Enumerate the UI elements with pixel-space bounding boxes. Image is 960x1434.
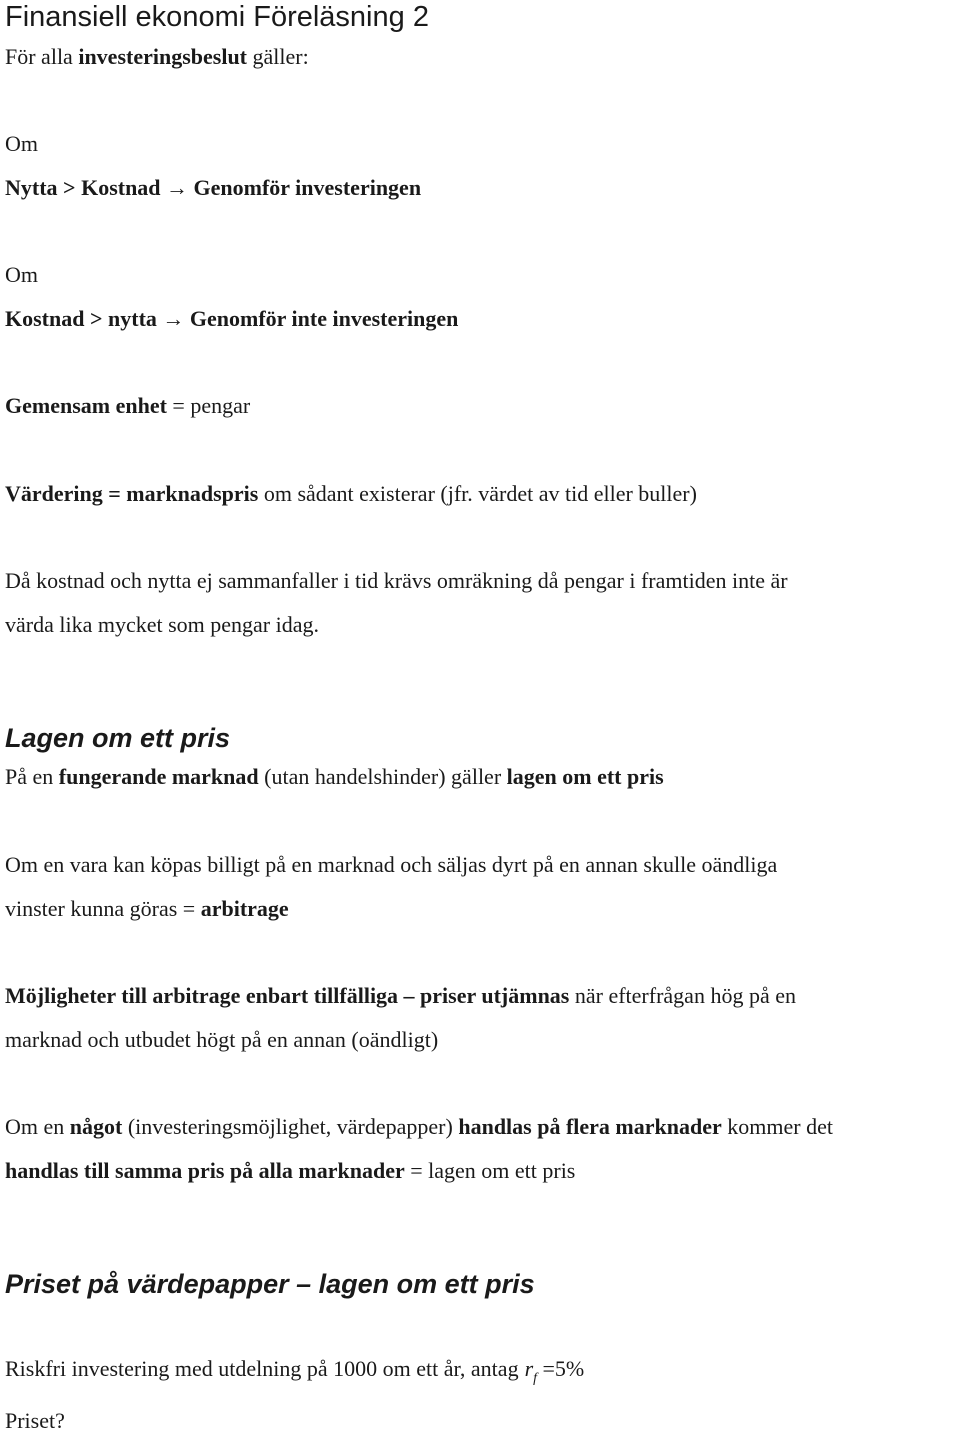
rule2-line: Kostnad > nytta → Genomför inte investeringen [5,306,459,331]
rule2-om: Om [5,262,38,287]
rule1-om: Om [5,131,38,156]
section-heading-priset: Priset på värdepapper – lagen om ett pris [5,1269,535,1299]
gemensam-enhet-line: Gemensam enhet = pengar [5,393,251,418]
arrow-icon: → [160,175,194,200]
lagen-p4-line2: handlas till samma pris på alla marknader = lagen om ett pris [5,1158,576,1183]
lagen-p2-line2: vinster kunna göras = arbitrage [5,896,289,921]
intro-line: För alla investeringsbeslut gäller: [5,44,309,69]
rule1-line: Nytta > Kostnad → Genomför investeringen [5,175,422,200]
priset-question: Priset? [5,1408,65,1433]
lagen-p1: På en fungerande marknad (utan handelshinder) gäller lagen om ett pris [5,764,664,789]
da-kostnad-line1: Då kostnad och nytta ej sammanfaller i tid krävs omräkning då pengar i framtiden inte är [5,568,788,593]
arrow-icon: → [156,306,190,331]
lagen-p4-line1: Om en något (investeringsmöjlighet, värdepapper) handlas på flera marknader kommer det [5,1114,833,1139]
section-heading-lagen: Lagen om ett pris [5,723,231,753]
page-title: Finansiell ekonomi Föreläsning 2 [5,1,429,33]
da-kostnad-line2: värda lika mycket som pengar idag. [5,612,320,637]
vardering-line: Värdering = marknadspris om sådant existerar (jfr. värdet av tid eller buller) [5,481,697,506]
risk-free-rate-symbol: $r_f$ [524,1356,538,1386]
lagen-p3-line2: marknad och utbudet högt på en annan (oändligt) [5,1027,439,1052]
lagen-p3-line1: Möjligheter till arbitrage enbart tillfälliga – priser utjämnas när efterfrågan hög på en [5,983,796,1008]
lagen-p2-line1: Om en vara kan köpas billigt på en marknad och säljas dyrt på en annan skulle oändliga [5,852,778,877]
riskfri-line: Riskfri investering med utdelning på 1000 om ett år, antag $r_f =5\%$ [5,1356,585,1386]
